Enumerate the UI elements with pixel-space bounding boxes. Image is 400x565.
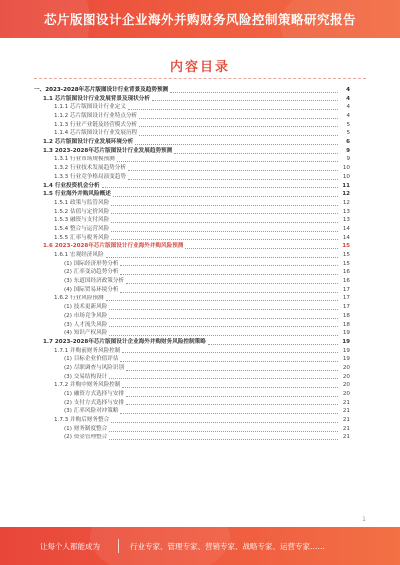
- toc-leader-dots: [174, 153, 338, 154]
- toc-entry[interactable]: [34, 399, 350, 408]
- toc-leader-dots: [109, 318, 338, 319]
- toc-entry-page: 5: [346, 121, 350, 128]
- toc-entry[interactable]: [34, 277, 350, 286]
- toc-entry-page: 20: [342, 382, 350, 389]
- toc-entry-title: (1) 目标企业价值评估: [64, 356, 119, 363]
- toc-entry-title: (2) 汇率变动趋势分析: [64, 269, 119, 276]
- toc-entry-title: 一、2023-2028年芯片版图设计行业背景及趋势预测: [34, 86, 169, 93]
- toc-entry-title: (4) 知识产权风险: [64, 330, 108, 337]
- toc-entry-page: 14: [342, 234, 350, 241]
- toc-entry-title: (2) 尽职调查与风险识别: [64, 364, 125, 371]
- toc-leader-dots: [120, 361, 338, 362]
- toc-entry[interactable]: [34, 156, 350, 165]
- footer-roles: 行业专家、管理专家、营销专家、战略专家、运营专家……: [130, 542, 325, 551]
- toc-entry-page: 15: [342, 252, 350, 259]
- toc-entry-page: 5: [346, 130, 350, 137]
- toc-leader-dots: [152, 100, 338, 101]
- toc-leader-dots: [170, 92, 338, 93]
- toc-entry-title: 1.5.2 估值与定价风险: [54, 208, 110, 215]
- toc-entry[interactable]: [34, 112, 350, 121]
- toc-entry-page: 18: [342, 312, 350, 319]
- toc-entry-title: 1.7.2 并购中财务风险控制: [54, 382, 121, 389]
- toc-entry[interactable]: [34, 416, 350, 425]
- toc-leader-dots: [109, 431, 338, 432]
- toc-entry[interactable]: [34, 407, 350, 416]
- toc-entry-page: 4: [346, 86, 350, 93]
- toc-entry[interactable]: [34, 434, 350, 443]
- toc-entry-title: (4) 国际贸易环境分析: [64, 286, 119, 293]
- toc-entry-page: 20: [342, 364, 350, 371]
- toc-entry-title: (1) 国际经济形势分析: [64, 260, 119, 267]
- toc-entry[interactable]: [34, 225, 350, 234]
- header-banner: [0, 0, 400, 38]
- toc-leader-dots: [120, 274, 338, 275]
- toc-entry[interactable]: [34, 138, 350, 147]
- toc-entry-page: 11: [342, 182, 350, 189]
- toc-leader-dots: [111, 239, 338, 240]
- toc-entry-title: (3) 交易结构设计: [64, 373, 108, 380]
- toc-entry[interactable]: [34, 95, 350, 104]
- toc-entry-page: 15: [342, 243, 350, 250]
- toc-entry[interactable]: [34, 173, 350, 182]
- toc-entry[interactable]: [34, 251, 350, 260]
- toc-entry-page: 4: [346, 113, 350, 120]
- toc-entry[interactable]: [34, 390, 350, 399]
- toc-leader-dots: [109, 309, 338, 310]
- toc-leader-dots: [128, 109, 338, 110]
- toc-entry[interactable]: [34, 364, 350, 373]
- toc-leader-dots: [139, 118, 338, 119]
- toc-entry-title: 1.5.4 整合与运营风险: [54, 225, 110, 232]
- toc-entry-title: 1.3.2 行业技术发展趋势分析: [54, 165, 126, 172]
- toc-divider: [34, 78, 366, 79]
- toc-entry-page: 17: [342, 295, 350, 302]
- toc-entry-title: (3) 东道国经济政策分析: [64, 278, 125, 285]
- toc-entry[interactable]: [34, 268, 350, 277]
- footer-banner: [0, 527, 400, 565]
- toc-leader-dots: [122, 352, 338, 353]
- toc-leader-dots: [139, 135, 338, 136]
- toc-entry[interactable]: [34, 355, 350, 364]
- toc-entry[interactable]: [34, 86, 350, 95]
- toc-entry-title: 1.3.3 行业竞争格局演变趋势: [54, 173, 126, 180]
- toc-leader-dots: [106, 300, 338, 301]
- toc-entry-title: 1.6 2023-2028年芯片版图设计行业海外并购风险预测: [43, 243, 184, 250]
- toc-leader-dots: [102, 187, 338, 188]
- toc-entry-title: 1.5.1 政策与监管风险: [54, 199, 110, 206]
- toc-leader-dots: [111, 213, 338, 214]
- toc-entry-title: (3) 汇率风险对冲策略: [64, 408, 119, 415]
- toc-entry[interactable]: [34, 260, 350, 269]
- toc-entry-page: 12: [342, 199, 350, 206]
- toc-entry-page: 10: [342, 173, 350, 180]
- toc-entry[interactable]: [34, 303, 350, 312]
- toc-leader-dots: [120, 265, 338, 266]
- toc-leader-dots: [113, 196, 338, 197]
- toc-leader-dots: [109, 335, 338, 336]
- toc-entry[interactable]: [34, 182, 350, 191]
- toc-entry[interactable]: [34, 321, 350, 330]
- page-number: 1: [362, 516, 366, 523]
- toc-leader-dots: [111, 205, 338, 206]
- toc-entry-page: 6: [346, 139, 350, 146]
- toc-leader-dots: [126, 396, 338, 397]
- toc-entry[interactable]: [34, 147, 350, 156]
- toc-entry[interactable]: [34, 312, 350, 321]
- toc-entry-page: 16: [342, 278, 350, 285]
- toc-entry-page: 13: [342, 217, 350, 224]
- toc-entry-page: 19: [342, 347, 350, 354]
- toc-entry-title: (2) 资金管理整合: [64, 434, 108, 441]
- toc-leader-dots: [122, 387, 338, 388]
- toc-entry-title: 1.1.1 芯片版图设计行业定义: [54, 104, 126, 111]
- toc-leader-dots: [106, 257, 338, 258]
- toc-leader-dots: [128, 179, 338, 180]
- toc-entry[interactable]: [34, 129, 350, 138]
- toc-entry-page: 9: [346, 156, 350, 163]
- toc-leader-dots: [139, 126, 338, 127]
- toc-entry-page: 21: [342, 434, 350, 441]
- toc-entry[interactable]: [34, 234, 350, 243]
- toc-leader-dots: [120, 292, 338, 293]
- toc-entry-title: (1) 财务制度整合: [64, 425, 108, 432]
- toc-leader-dots: [135, 144, 338, 145]
- toc-entry-title: 1.6.1 宏观经济风险: [54, 252, 104, 259]
- toc-entry-page: 21: [342, 408, 350, 415]
- toc-entry[interactable]: [34, 338, 350, 347]
- toc-entry-page: 12: [342, 191, 350, 198]
- report-title: 芯片版图设计企业海外并购财务风险控制策略研究报告: [43, 12, 356, 27]
- toc-entry-page: 21: [342, 417, 350, 424]
- toc-entry-title: 1.6.2 行业风险预测: [54, 295, 104, 302]
- toc-leader-dots: [111, 422, 338, 423]
- toc-entry-page: 19: [342, 330, 350, 337]
- toc-entry[interactable]: [34, 103, 350, 112]
- toc-leader-dots: [120, 413, 338, 414]
- toc-entry-title: (1) 技术更新风险: [64, 304, 108, 311]
- toc-entry-title: (1) 融资方式选择与安排: [64, 391, 125, 398]
- toc-entry-title: 1.1 芯片版图设计行业发展背景及现状分析: [43, 95, 150, 102]
- toc-entry-page: 16: [342, 269, 350, 276]
- toc-leader-dots: [126, 283, 338, 284]
- toc-leader-dots: [126, 404, 338, 405]
- toc-entry-title: (2) 支付方式选择与安排: [64, 399, 125, 406]
- toc-entry-page: 13: [342, 208, 350, 215]
- toc-entry-page: 21: [342, 425, 350, 432]
- toc-entry[interactable]: [34, 347, 350, 356]
- toc-entry[interactable]: [34, 381, 350, 390]
- toc-entry-page: 17: [342, 304, 350, 311]
- toc-entry-page: 20: [342, 391, 350, 398]
- toc-entry-page: 4: [346, 104, 350, 111]
- toc-entry-page: 9: [346, 147, 350, 154]
- toc-entry-page: 21: [342, 399, 350, 406]
- toc-entry-title: 1.2 芯片版图设计行业发展环境分析: [43, 139, 134, 146]
- toc-leader-dots: [208, 344, 338, 345]
- toc-leader-dots: [126, 370, 338, 371]
- toc-entry[interactable]: [34, 199, 350, 208]
- toc-entry[interactable]: [34, 373, 350, 382]
- toc-entry-page: 14: [342, 225, 350, 232]
- toc-entry-page: 4: [346, 95, 350, 102]
- toc-entry-title: 1.1.4 芯片版图设计行业发展历程: [54, 130, 138, 137]
- toc-leader-dots: [185, 248, 338, 249]
- toc-entry-title: 1.3 2023-2028年芯片版图设计行业发展趋势预测: [43, 147, 173, 154]
- footer-divider: [118, 539, 119, 553]
- toc-leader-dots: [109, 439, 338, 440]
- toc-leader-dots: [128, 170, 338, 171]
- toc-entry-title: 1.1.2 芯片版图设计行业特点分析: [54, 113, 138, 120]
- toc-entry-page: 19: [342, 338, 350, 345]
- toc-entry-title: 1.5 行业海外并购风险概述: [43, 191, 111, 198]
- toc-entry-page: 20: [342, 373, 350, 380]
- toc-entry-title: 1.5.5 汇率与税务风险: [54, 234, 110, 241]
- toc-leader-dots: [117, 161, 338, 162]
- toc-entry-title: (3) 人才流失风险: [64, 321, 108, 328]
- toc-entry[interactable]: [34, 164, 350, 173]
- toc-entry-page: 18: [342, 321, 350, 328]
- toc-entry[interactable]: [34, 121, 350, 130]
- toc-heading: 内容目录: [169, 60, 230, 75]
- toc-entry[interactable]: [34, 208, 350, 217]
- toc-leader-dots: [109, 378, 338, 379]
- table-of-contents: [34, 86, 350, 518]
- toc-entry[interactable]: [34, 329, 350, 338]
- toc-entry-page: 19: [342, 356, 350, 363]
- toc-leader-dots: [109, 326, 338, 327]
- toc-entry-title: 1.5.3 融资与支付风险: [54, 217, 110, 224]
- toc-entry-title: 1.1.3 行业产业链及经营模式分析: [54, 121, 138, 128]
- toc-entry-title: 1.7.1 并购前财务风险控制: [54, 347, 121, 354]
- toc-entry-title: (2) 市场竞争风险: [64, 312, 108, 319]
- toc-entry[interactable]: [34, 216, 350, 225]
- toc-leader-dots: [111, 231, 338, 232]
- toc-entry[interactable]: [34, 286, 350, 295]
- toc-entry-page: 15: [342, 260, 350, 267]
- toc-entry-page: 17: [342, 286, 350, 293]
- toc-entry[interactable]: [34, 242, 350, 251]
- toc-entry-title: 1.3.1 行业市场规模预测: [54, 156, 115, 163]
- footer-slogan: 让每个人都能成为: [40, 542, 100, 551]
- toc-entry-title: 1.7 2023-2028年芯片版图设计企业海外并购财务风险控制策略: [43, 338, 206, 345]
- toc-entry[interactable]: [34, 425, 350, 434]
- toc-entry-title: 1.4 行业投资机会分析: [43, 182, 100, 189]
- toc-leader-dots: [111, 222, 338, 223]
- toc-entry[interactable]: [34, 295, 350, 304]
- toc-entry-title: 1.7.3 并购后财务整合: [54, 417, 110, 424]
- toc-entry-page: 10: [342, 165, 350, 172]
- toc-entry[interactable]: [34, 190, 350, 199]
